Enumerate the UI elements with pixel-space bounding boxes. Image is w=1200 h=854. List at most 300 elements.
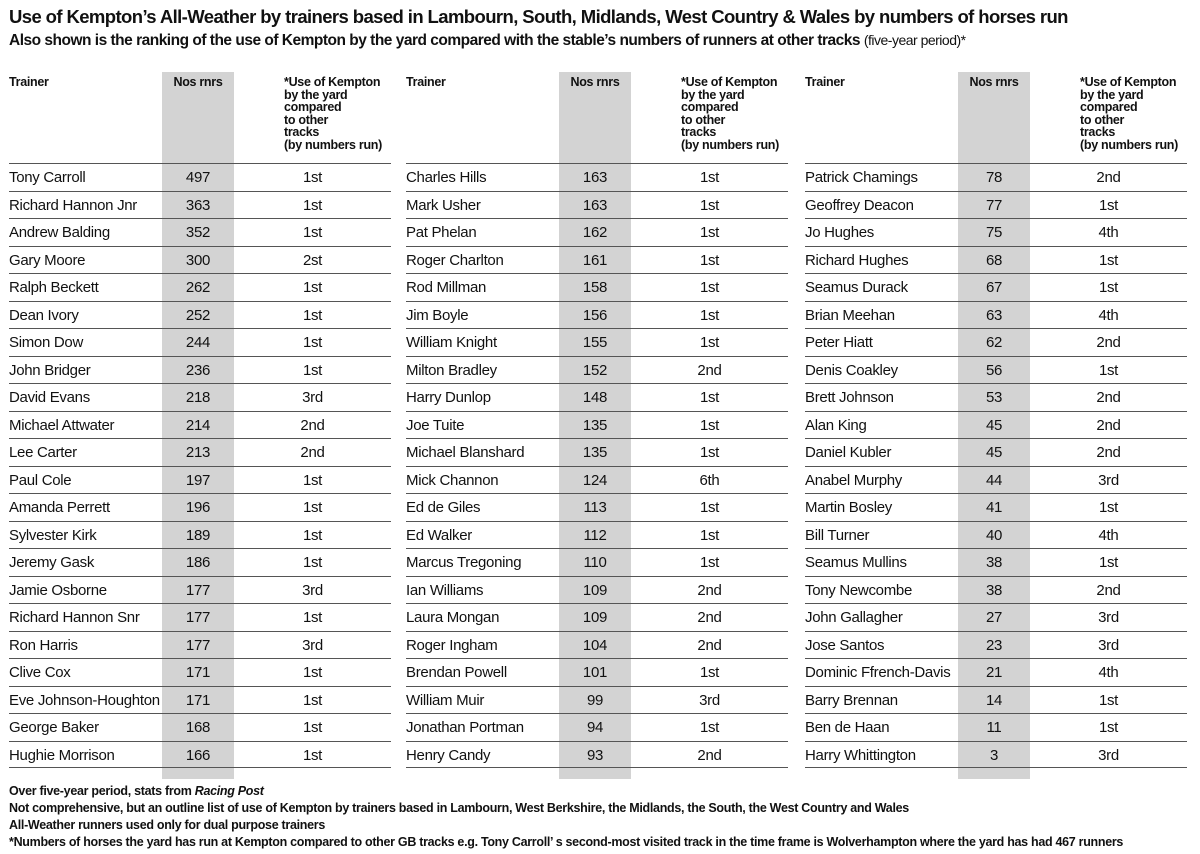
table-row	[406, 411, 788, 439]
subtitle-text: Also shown is the ranking of the use of Kempton by the yard compared with the stable’s numbers of runners at other tracks	[9, 32, 861, 49]
kempton-rank: 1st	[302, 746, 323, 764]
header-use-line: by the yard	[1080, 87, 1144, 102]
footnote-allweather: All-Weather runners used only for dual purpose trainers	[9, 818, 325, 832]
trainer-name: Mark Usher	[406, 196, 481, 214]
trainer-name: Jose Santos	[805, 636, 885, 654]
kempton-rank: 1st	[302, 279, 323, 296]
kempton-rank: 1st	[302, 196, 323, 214]
table-row	[406, 576, 788, 604]
kempton-rank: 3rd	[1098, 636, 1119, 654]
kempton-rank: 1st	[302, 526, 323, 544]
kempton-rank: 1st	[302, 554, 323, 571]
header-use-of-kempton	[284, 76, 394, 151]
runners-count: 78	[985, 169, 1003, 186]
kempton-rank: 1st	[1098, 279, 1119, 296]
table-row	[9, 438, 391, 466]
trainer-name: Dean Ivory	[9, 306, 79, 324]
trainer-name: Brett Johnson	[805, 389, 894, 406]
table-row	[805, 246, 1187, 274]
kempton-rank: 4th	[1098, 526, 1119, 544]
kempton-rank: 1st	[302, 224, 323, 241]
trainer-name: Ben de Haan	[805, 719, 890, 736]
trainer-name: Sylvester Kirk	[9, 526, 97, 544]
trainer-name: Roger Charlton	[406, 251, 504, 269]
table-rows	[9, 163, 391, 768]
trainer-name: Jo Hughes	[805, 224, 875, 241]
trainer-name: Ed de Giles	[406, 499, 481, 516]
table-row	[805, 191, 1187, 219]
kempton-rank: 1st	[699, 279, 720, 296]
kempton-rank: 6th	[699, 471, 720, 489]
runners-count: 101	[582, 664, 608, 681]
trainer-name: Jim Boyle	[406, 306, 469, 324]
trainer-name: Harry Dunlop	[406, 389, 491, 406]
kempton-rank: 2nd	[697, 636, 722, 654]
table-row	[9, 603, 391, 631]
trainer-name: Marcus Tregoning	[406, 554, 522, 571]
footnote-source-name: Racing Post	[194, 784, 264, 798]
trainer-name: Clive Cox	[9, 664, 71, 681]
table-row	[406, 631, 788, 659]
runners-count: 23	[985, 636, 1003, 654]
runners-count: 189	[185, 526, 211, 544]
header-trainer: Trainer	[406, 75, 446, 89]
footnotes	[9, 783, 1123, 851]
table-row	[805, 576, 1187, 604]
footnote-source	[9, 783, 1123, 800]
trainer-name: Hughie Morrison	[9, 746, 115, 764]
table-row	[805, 741, 1187, 769]
trainer-name: Andrew Balding	[9, 224, 110, 241]
kempton-rank: 2nd	[1096, 389, 1121, 406]
header-use-line: *Use of Kempton	[681, 75, 778, 89]
table-row	[805, 356, 1187, 384]
runners-count: 63	[985, 306, 1003, 324]
trainer-name: Brian Meehan	[805, 306, 895, 324]
kempton-rank: 1st	[699, 416, 720, 434]
table-row	[406, 383, 788, 411]
header-use-of-kempton	[681, 76, 791, 151]
kempton-rank: 1st	[1098, 251, 1119, 269]
kempton-rank: 1st	[1098, 361, 1119, 379]
table-row	[805, 328, 1187, 356]
kempton-rank: 1st	[699, 251, 720, 269]
kempton-rank: 1st	[302, 306, 323, 324]
kempton-rank: 1st	[1098, 554, 1119, 571]
table-row	[406, 686, 788, 714]
runners-count: 56	[985, 361, 1003, 379]
trainer-name: Seamus Durack	[805, 279, 908, 296]
table-row	[9, 411, 391, 439]
kempton-rank: 2nd	[697, 746, 722, 764]
runners-count: 262	[185, 279, 211, 296]
runners-count: 236	[185, 361, 211, 379]
header-nos-rnrs: Nos rnrs	[173, 75, 223, 89]
kempton-rank: 2nd	[697, 361, 722, 379]
trainer-name: Richard Hannon Jnr	[9, 196, 138, 214]
footnote-source-prefix: Over five-year period, stats from	[9, 784, 195, 798]
runners-count: 162	[582, 224, 608, 241]
trainer-name: Amanda Perrett	[9, 499, 110, 516]
kempton-rank: 1st	[699, 389, 720, 406]
table-row	[805, 438, 1187, 466]
kempton-rank: 1st	[699, 499, 720, 516]
kempton-rank: 1st	[699, 196, 720, 214]
kempton-rank: 1st	[699, 306, 720, 324]
table-row	[9, 576, 391, 604]
kempton-rank: 2nd	[300, 444, 325, 461]
header-trainer: Trainer	[9, 75, 49, 89]
table-row	[9, 328, 391, 356]
trainer-name: Joe Tuite	[406, 416, 465, 434]
trainer-name: Eve Johnson-Houghton	[9, 691, 160, 709]
kempton-rank: 2nd	[1096, 416, 1121, 434]
runners-count: 40	[985, 526, 1003, 544]
header-use-line: compared	[681, 100, 739, 114]
runners-count: 109	[582, 609, 608, 626]
runners-count: 11	[986, 719, 1002, 736]
header-use-line: to other	[681, 112, 726, 127]
kempton-rank: 2nd	[1096, 169, 1121, 186]
trainer-name: John Gallagher	[805, 609, 903, 626]
header-use-line: *Use of Kempton	[284, 75, 381, 89]
header-use-line: tracks	[1080, 125, 1116, 139]
table-row	[805, 631, 1187, 659]
trainer-name: Harry Whittington	[805, 746, 916, 764]
trainer-name: David Evans	[9, 389, 90, 406]
trainer-name: Pat Phelan	[406, 224, 477, 241]
kempton-rank: 4th	[1098, 664, 1119, 681]
table-row	[805, 713, 1187, 741]
runners-count: 21	[985, 664, 1003, 681]
runners-count: 14	[985, 691, 1003, 709]
header-use-line: by the yard	[284, 87, 348, 102]
header-use-line: (by numbers run)	[681, 137, 779, 152]
table-row	[9, 273, 391, 301]
table-row	[805, 273, 1187, 301]
kempton-rank: 1st	[699, 444, 720, 461]
kempton-rank: 1st	[1098, 691, 1119, 709]
header-trainer: Trainer	[805, 75, 845, 89]
table-row	[9, 191, 391, 219]
runners-count: 53	[985, 389, 1003, 406]
trainer-name: Barry Brennan	[805, 691, 898, 709]
table-row	[9, 466, 391, 494]
trainer-name: Ron Harris	[9, 636, 78, 654]
kempton-rank: 3rd	[1098, 609, 1119, 626]
trainer-name: Seamus Mullins	[805, 554, 907, 571]
kempton-rank: 4th	[1098, 306, 1119, 324]
runners-count: 62	[985, 334, 1003, 351]
trainer-name: Henry Candy	[406, 746, 491, 764]
trainer-name: Tony Newcombe	[805, 581, 912, 599]
runners-count: 135	[582, 444, 608, 461]
header-use-line: compared	[1080, 100, 1138, 114]
trainer-name: Geoffrey Deacon	[805, 196, 914, 214]
table-row	[406, 493, 788, 521]
trainer-name: Ian Williams	[406, 581, 484, 599]
kempton-rank: 1st	[699, 169, 720, 186]
table-row	[805, 383, 1187, 411]
runners-count: 163	[582, 169, 608, 186]
trainer-name: Charles Hills	[406, 169, 487, 186]
runners-count: 152	[582, 361, 608, 379]
kempton-rank: 1st	[699, 664, 720, 681]
header-use-line: tracks	[284, 125, 320, 139]
kempton-rank: 3rd	[1098, 471, 1119, 489]
runners-count: 213	[185, 444, 211, 461]
kempton-rank: 3rd	[302, 581, 323, 599]
header-use-line: tracks	[681, 125, 717, 139]
runners-count: 363	[185, 196, 211, 214]
runners-count: 45	[985, 416, 1003, 434]
table-row	[805, 493, 1187, 521]
runners-count: 156	[582, 306, 608, 324]
header-use-line: by the yard	[681, 87, 745, 102]
table-row	[9, 383, 391, 411]
runners-count: 94	[586, 719, 604, 736]
table-row	[805, 466, 1187, 494]
trainer-name: Daniel Kubler	[805, 444, 892, 461]
trainer-name: Ralph Beckett	[9, 279, 99, 296]
kempton-rank: 1st	[302, 499, 323, 516]
runners-count: 196	[185, 499, 211, 516]
runners-count: 163	[582, 196, 608, 214]
kempton-rank: 1st	[1098, 196, 1119, 214]
table-row	[9, 548, 391, 576]
runners-count: 148	[582, 389, 608, 406]
table-row	[406, 356, 788, 384]
runners-count: 218	[185, 389, 211, 406]
table-row	[406, 521, 788, 549]
footnote-explanation: *Numbers of horses the yard has run at Kempton compared to other GB tracks e.g. Tony Carroll’ s second-most visited track in the time frame is Wolverhampton where the yard has had 467 runners	[9, 835, 1124, 849]
trainer-name: Laura Mongan	[406, 609, 500, 626]
runners-count: 75	[985, 224, 1003, 241]
kempton-rank: 2nd	[1096, 334, 1121, 351]
table-row	[406, 603, 788, 631]
trainer-name: John Bridger	[9, 361, 91, 379]
header-use-line: to other	[284, 112, 329, 127]
kempton-rank: 3rd	[302, 389, 323, 406]
kempton-rank: 1st	[302, 609, 323, 626]
table-row	[9, 521, 391, 549]
runners-count: 214	[185, 416, 211, 434]
runners-count: 352	[185, 224, 211, 241]
header-nos-rnrs: Nos rnrs	[969, 75, 1019, 89]
table-row	[9, 631, 391, 659]
table-row	[9, 218, 391, 246]
table-row	[805, 658, 1187, 686]
header-nos-rnrs: Nos rnrs	[570, 75, 620, 89]
trainer-name: William Muir	[406, 691, 485, 709]
runners-count: 497	[185, 169, 211, 186]
runners-count: 44	[985, 471, 1003, 489]
kempton-rank: 1st	[302, 691, 323, 709]
table-column-2	[406, 72, 788, 779]
kempton-rank: 1st	[302, 664, 323, 681]
trainer-name: Tony Carroll	[9, 169, 86, 186]
runners-count: 68	[985, 251, 1003, 269]
runners-count: 124	[582, 471, 608, 489]
header-use-line: compared	[284, 100, 342, 114]
table-row	[805, 603, 1187, 631]
runners-count: 177	[185, 609, 211, 626]
runners-count: 155	[582, 334, 608, 351]
table-row	[406, 466, 788, 494]
trainer-name: Brendan Powell	[406, 664, 507, 681]
runners-count: 110	[583, 554, 607, 571]
runners-count: 3	[989, 746, 999, 764]
runners-count: 300	[185, 251, 211, 269]
runners-count: 177	[185, 636, 211, 654]
trainer-name: Michael Attwater	[9, 416, 115, 434]
table-column-3	[805, 72, 1187, 779]
runners-count: 171	[185, 664, 211, 681]
page-subtitle	[9, 32, 966, 50]
table-column-1	[9, 72, 391, 779]
kempton-rank: 1st	[1098, 719, 1119, 736]
trainer-name: Simon Dow	[9, 334, 83, 351]
kempton-rank: 3rd	[1098, 746, 1119, 764]
table-row	[9, 713, 391, 741]
trainer-name: Jonathan Portman	[406, 719, 524, 736]
runners-count: 41	[985, 499, 1003, 516]
runners-count: 38	[985, 581, 1003, 599]
table-row	[805, 411, 1187, 439]
table-row	[805, 686, 1187, 714]
header-use-line: to other	[1080, 112, 1125, 127]
runners-count: 244	[185, 334, 211, 351]
kempton-rank: 1st	[699, 554, 720, 571]
table-row	[406, 273, 788, 301]
trainer-name: Martin Bosley	[805, 499, 892, 516]
table-row	[9, 246, 391, 274]
kempton-rank: 2nd	[697, 609, 722, 626]
table-row	[9, 301, 391, 329]
runners-count: 93	[586, 746, 604, 764]
table-row	[805, 218, 1187, 246]
table-row	[9, 163, 391, 191]
trainer-name: Milton Bradley	[406, 361, 497, 379]
trainer-name: Paul Cole	[9, 471, 72, 489]
header-use-line: *Use of Kempton	[1080, 75, 1177, 89]
table-row	[805, 548, 1187, 576]
runners-count: 161	[582, 251, 608, 269]
trainer-name: Jamie Osborne	[9, 581, 107, 599]
trainer-name: Alan King	[805, 416, 867, 434]
runners-count: 112	[583, 526, 607, 544]
trainer-name: Richard Hughes	[805, 251, 909, 269]
runners-count: 67	[985, 279, 1003, 296]
kempton-rank: 2st	[302, 251, 323, 269]
table-row	[406, 548, 788, 576]
trainer-name: Rod Millman	[406, 279, 487, 296]
runners-count: 113	[583, 499, 607, 516]
trainer-name: Denis Coakley	[805, 361, 898, 379]
kempton-rank: 3rd	[302, 636, 323, 654]
kempton-rank: 2nd	[1096, 581, 1121, 599]
runners-count: 171	[185, 691, 211, 709]
table-row	[805, 163, 1187, 191]
header-use-line: (by numbers run)	[284, 137, 382, 152]
kempton-rank: 1st	[302, 169, 323, 186]
header-use-of-kempton	[1080, 76, 1190, 151]
table-row	[9, 493, 391, 521]
kempton-rank: 1st	[302, 361, 323, 379]
table-row	[406, 658, 788, 686]
table-row	[406, 328, 788, 356]
kempton-rank: 1st	[699, 224, 720, 241]
table-row	[9, 658, 391, 686]
kempton-rank: 2nd	[697, 581, 722, 599]
table-row	[9, 356, 391, 384]
runners-count: 177	[185, 581, 211, 599]
table-row	[406, 246, 788, 274]
trainer-name: Roger Ingham	[406, 636, 498, 654]
table-rows	[406, 163, 788, 768]
kempton-rank: 1st	[302, 334, 323, 351]
table-row	[406, 438, 788, 466]
trainer-name: Ed Walker	[406, 526, 472, 544]
table-row	[406, 301, 788, 329]
table-rows	[805, 163, 1187, 768]
trainer-name: Richard Hannon Snr	[9, 609, 140, 626]
header-use-line: (by numbers run)	[1080, 137, 1178, 152]
runners-count: 252	[185, 306, 211, 324]
trainer-name: Jeremy Gask	[9, 554, 95, 571]
runners-count: 135	[582, 416, 608, 434]
footnote-scope: Not comprehensive, but an outline list of use of Kempton by trainers based in Lambourn, West Berkshire, the Midlands, the South, the West Country and Wales	[9, 801, 909, 815]
trainer-name: Bill Turner	[805, 526, 870, 544]
trainer-name: Mick Channon	[406, 471, 499, 489]
table-row	[406, 191, 788, 219]
runners-count: 158	[582, 279, 608, 296]
subtitle-period: (five-year period)*	[863, 32, 966, 48]
runners-count: 168	[185, 719, 211, 736]
runners-count: 45	[985, 444, 1003, 461]
table-row	[9, 686, 391, 714]
runners-count: 104	[582, 636, 608, 654]
trainer-name: Gary Moore	[9, 251, 86, 269]
kempton-rank: 1st	[699, 719, 720, 736]
runners-count: 186	[185, 554, 211, 571]
table-row	[406, 713, 788, 741]
table-row	[406, 218, 788, 246]
runners-count: 38	[985, 554, 1003, 571]
kempton-rank: 4th	[1098, 224, 1119, 241]
trainer-name: Dominic Ffrench-Davis	[805, 664, 951, 681]
page-title: Use of Kempton’s All-Weather by trainers based in Lambourn, South, Midlands, West Country & Wales by numbers of horses run	[9, 6, 1068, 27]
table-row	[406, 163, 788, 191]
table-row	[406, 741, 788, 769]
trainer-name: Michael Blanshard	[406, 444, 525, 461]
runners-count: 197	[185, 471, 211, 489]
trainer-name: Peter Hiatt	[805, 334, 873, 351]
runners-count: 109	[582, 581, 608, 599]
trainer-name: William Knight	[406, 334, 497, 351]
trainer-name: George Baker	[9, 719, 99, 736]
table-row	[9, 741, 391, 769]
kempton-rank: 2nd	[300, 416, 325, 434]
kempton-rank: 2nd	[1096, 444, 1121, 461]
kempton-rank: 3rd	[699, 691, 720, 709]
runners-count: 99	[586, 691, 604, 709]
kempton-rank: 1st	[699, 334, 720, 351]
trainer-name: Anabel Murphy	[805, 471, 902, 489]
runners-count: 166	[185, 746, 211, 764]
kempton-rank: 1st	[302, 719, 323, 736]
table-row	[805, 301, 1187, 329]
